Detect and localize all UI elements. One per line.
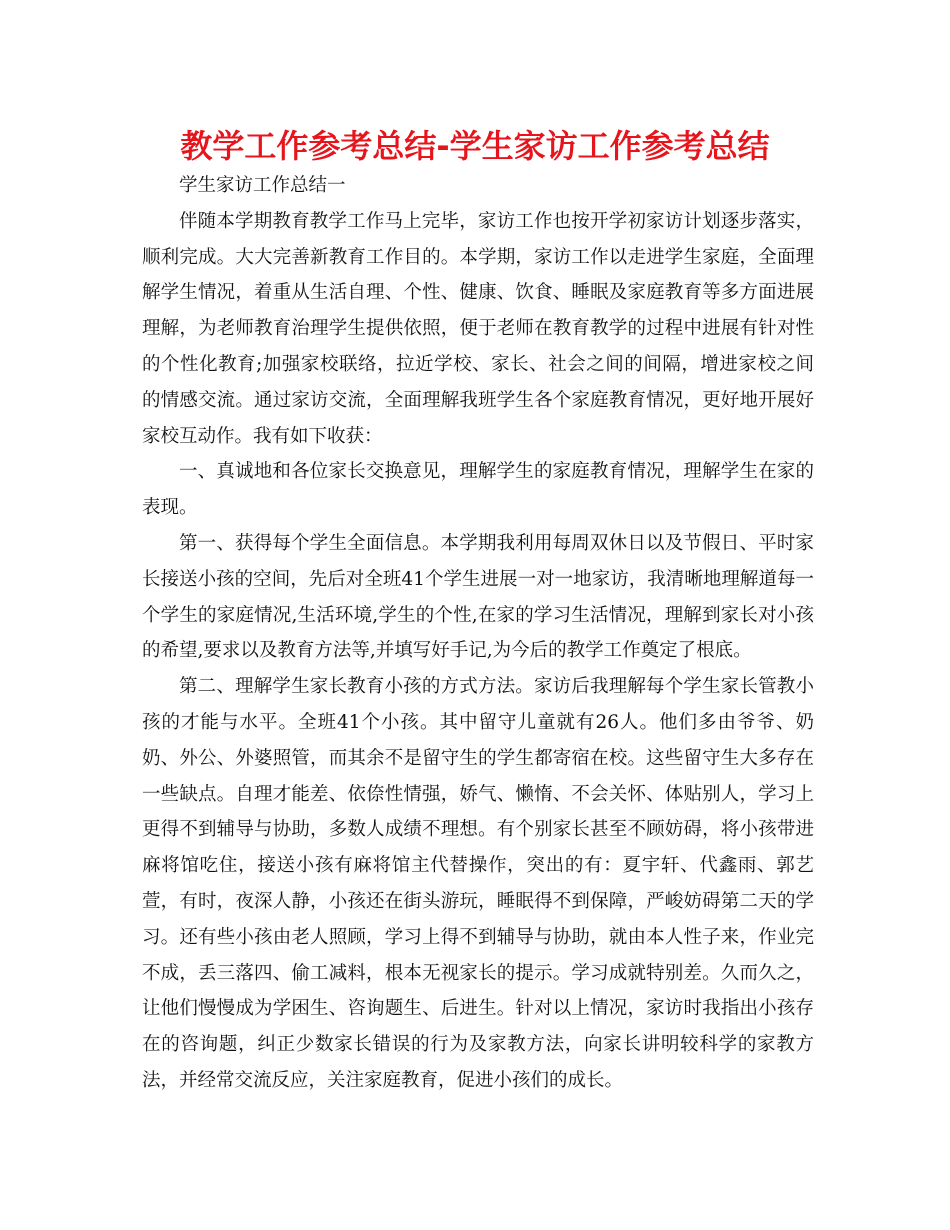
section-heading: 学生家访工作总结一 — [179, 175, 346, 196]
document-body — [142, 168, 814, 1099]
paragraph: 一、真诚地和各位家长交换意见，理解学生的家庭教育情况，理解学生在家的表现。 — [142, 461, 814, 519]
paragraph: 第一、获得每个学生全面信息。本学期我利用每周双休日以及节假日、平时家长接送小孩的空间，先后对全班41个学生进展一对一地家访，我清晰地理解道每一个学生的家庭情况,生活环境,学生的个性,在家的学习生活情况，理解到家长对小孩的希望,要求以及教育方法等,并填写好手记,为今后的教学工作奠定了根底。 — [142, 532, 814, 662]
paragraph: 第二、理解学生家长教育小孩的方式方法。家访后我理解每个学生家长管教小孩的才能与水平。全班41个小孩。其中留守儿童就有26人。他们多由爷爷、奶奶、外公、外婆照管，而其余不是留守生的学生都寄宿在校。这些留守生大多存在一些缺点。自理才能差、依倷性情强，娇气、懒惰、不会关怀、体贴别人，学习上更得不到辅导与协助，多数人成绩不理想。有个别家长甚至不顾妨碍，将小孩带进麻将馆吃住，接送小孩有麻将馆主代替操作，突出的有：夏宇轩、代鑫雨、郭艺萱，有时，夜深人静，小孩还在街头游玩，睡眠得不到保障，严峻妨碍第二天的学习。还有些小孩由老人照顾，学习上得不到辅导与协助，就由本人性子来，作业完不成，丢三落四、偷工减料，根本无视家长的提示。学习成就特别差。久而久之，让他们慢慢成为学困生、咨询题生、后进生。针对以上情况，家访时我指出小孩存在的咨询题，纠正少数家长错误的行为及家教方法，向家长讲明较科学的家教方法，并经常交流反应，关注家庭教育，促进小孩们的成长。 — [142, 676, 814, 1091]
paragraph: 伴随本学期教育教学工作马上完毕，家访工作也按开学初家访计划逐步落实，顺利完成。大大完善新教育工作目的。本学期，家访工作以走进学生家庭，全面理解学生情况，着重从生活自理、个性、健康、饮食、睡眠及家庭教育等多方面进展理解，为老师教育治理学生提供依照，便于老师在教育教学的过程中进展有针对性的个性化教育;加强家校联络，拉近学校、家长、社会之间的间隔，增进家校之间的情感交流。通过家访交流，全面理解我班学生各个家庭教育情况，更好地开展好家校互动作。我有如下收获： — [142, 210, 814, 447]
document-title: 教学工作参考总结-学生家访工作参考总结 — [180, 127, 770, 165]
